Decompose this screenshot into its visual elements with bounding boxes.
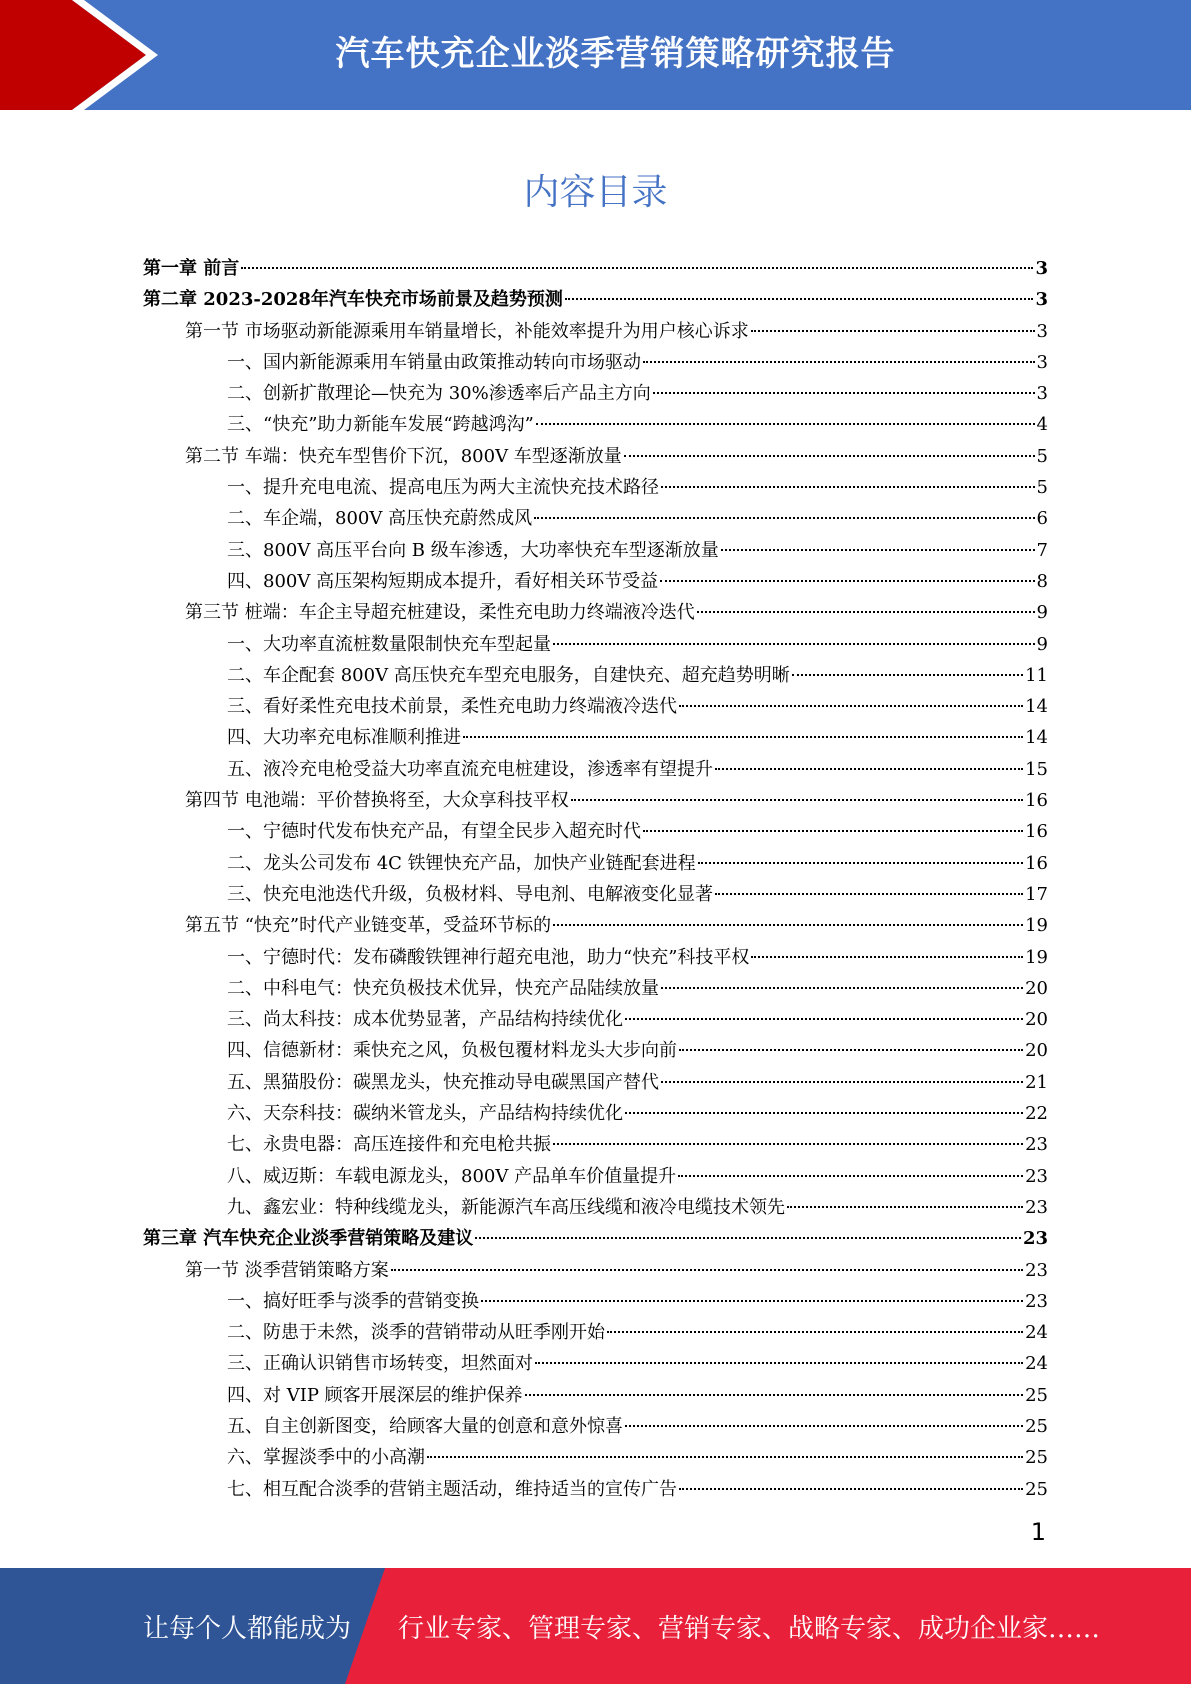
toc-entry-label: 一、国内新能源乘用车销量由政策推动转向市场驱动 — [227, 351, 641, 373]
toc-entry-page: 25 — [1025, 1415, 1048, 1437]
toc-entry-label: 第一节 市场驱动新能源乘用车销量增长，补能效率提升为用户核心诉求 — [185, 320, 749, 342]
toc-leader-dots — [553, 923, 1023, 926]
toc-entry-label: 第一节 淡季营销策略方案 — [185, 1259, 389, 1281]
toc-entry-label: 六、掌握淡季中的小高潮 — [227, 1447, 425, 1469]
toc-entry[interactable] — [143, 910, 1048, 941]
toc-entry-page: 11 — [1025, 664, 1048, 686]
toc-entry-page: 4 — [1036, 414, 1048, 436]
toc-entry[interactable] — [143, 253, 1048, 284]
toc-entry[interactable] — [143, 409, 1048, 440]
toc-entry-page: 5 — [1036, 477, 1048, 499]
toc-entry[interactable] — [143, 1004, 1048, 1035]
toc-entry-page: 20 — [1025, 1009, 1048, 1031]
page-number: 1 — [1030, 1518, 1046, 1546]
toc-entry-label: 二、防患于未然，淡季的营销带动从旺季刚开始 — [227, 1322, 605, 1344]
toc-entry-page: 9 — [1036, 633, 1048, 655]
toc-entry-label: 六、天奈科技：碳纳米管龙头，产品结构持续优化 — [227, 1103, 623, 1125]
toc-entry-label: 八、威迈斯：车载电源龙头，800V 产品单车价值量提升 — [227, 1165, 677, 1187]
toc-entry-page: 16 — [1025, 790, 1048, 812]
toc-entry[interactable] — [143, 1348, 1048, 1379]
toc-entry[interactable] — [143, 1286, 1048, 1317]
toc-entry[interactable] — [143, 816, 1048, 847]
footer-banner — [0, 1568, 1191, 1684]
toc-entry[interactable] — [143, 629, 1048, 660]
toc-entry-label: 一、搞好旺季与淡季的营销变换 — [227, 1290, 479, 1312]
toc-entry-label: 四、对 VIP 顾客开展深层的维护保养 — [227, 1384, 523, 1406]
toc-leader-dots — [661, 1080, 1023, 1083]
toc-entry-page: 9 — [1036, 602, 1048, 624]
toc-entry-page: 24 — [1025, 1353, 1048, 1375]
toc-entry[interactable] — [143, 535, 1048, 566]
toc-heading: 内容目录 — [523, 172, 668, 213]
toc-leader-dots — [481, 1299, 1023, 1302]
toc-entry-label: 三、尚太科技：成本优势显著，产品结构持续优化 — [227, 1009, 623, 1031]
toc-entry[interactable] — [143, 1192, 1048, 1223]
toc-entry-page: 23 — [1025, 1196, 1048, 1218]
toc-leader-dots — [721, 548, 1035, 551]
toc-entry-label: 第五节 “快充”时代产业链变革，受益环节标的 — [185, 915, 552, 937]
toc-leader-dots — [625, 1111, 1023, 1114]
toc-entry-label: 五、液冷充电枪受益大功率直流充电桩建设，渗透率有望提升 — [227, 758, 713, 780]
toc-entry-page: 23 — [1025, 1259, 1048, 1281]
toc-leader-dots — [391, 1268, 1023, 1271]
toc-entry-page: 23 — [1025, 1134, 1048, 1156]
toc-entry-page: 14 — [1025, 727, 1048, 749]
toc-entry-label: 二、车企配套 800V 高压快充车型充电服务，自建快充、超充趋势明晰 — [227, 664, 790, 686]
toc-entry-label: 二、车企端，800V 高压快充蔚然成风 — [227, 508, 533, 530]
toc-leader-dots — [715, 892, 1023, 895]
toc-entry-label: 一、提升充电电流、提高电压为两大主流快充技术路径 — [227, 477, 659, 499]
toc-leader-dots — [660, 579, 1034, 582]
toc-entry[interactable] — [143, 1098, 1048, 1129]
toc-entry-label: 二、创新扩散理论—快充为 30%渗透率后产品主方向 — [227, 383, 651, 405]
toc-entry-label: 第四节 电池端：平价替换将至，大众享科技平权 — [185, 790, 569, 812]
toc-entry[interactable] — [143, 754, 1048, 785]
footer-slogan-right: 行业专家、管理专家、营销专家、战略专家、成功企业家…… — [398, 1614, 1101, 1644]
toc-leader-dots — [661, 986, 1023, 989]
toc-entry[interactable] — [143, 347, 1048, 378]
toc-leader-dots — [427, 1455, 1023, 1458]
toc-entry-page: 15 — [1025, 758, 1048, 780]
toc-entry-label: 第二节 车端：快充车型售价下沉，800V 车型逐渐放量 — [185, 445, 622, 467]
toc-entry-label: 五、自主创新图变，给顾客大量的创意和意外惊喜 — [227, 1415, 623, 1437]
toc-entry[interactable] — [143, 1223, 1048, 1254]
toc-entry-label: 四、信德新材：乘快充之风，负极包覆材料龙头大步向前 — [227, 1040, 677, 1062]
toc-entry-page: 22 — [1025, 1103, 1048, 1125]
toc-entry[interactable] — [143, 472, 1048, 503]
toc-leader-dots — [625, 1017, 1023, 1020]
toc-leader-dots — [463, 735, 1023, 738]
toc-leader-dots — [679, 1487, 1023, 1490]
toc-entry-label: 第二章 2023-2028年汽车快充市场前景及趋势预测 — [143, 289, 563, 311]
toc-entry-label: 三、“快充”助力新能车发展“跨越鸿沟” — [227, 414, 534, 436]
toc-entry[interactable] — [143, 1474, 1048, 1505]
toc-leader-dots — [715, 767, 1023, 770]
toc-entry[interactable] — [143, 441, 1048, 472]
toc-leader-dots — [565, 297, 1034, 300]
toc-entry-label: 五、黑猫股份：碳黑龙头，快充推动导电碳黑国产替代 — [227, 1071, 659, 1093]
toc-entry-page: 14 — [1025, 696, 1048, 718]
toc-entry[interactable] — [143, 503, 1048, 534]
toc-leader-dots — [751, 955, 1023, 958]
toc-entry-label: 七、相互配合淡季的营销主题活动，维持适当的宣传广告 — [227, 1478, 677, 1500]
toc-entry[interactable] — [143, 1129, 1048, 1160]
toc-entry-page: 20 — [1025, 977, 1048, 999]
table-of-contents — [143, 253, 1048, 1505]
toc-entry[interactable] — [143, 879, 1048, 910]
toc-entry-page: 25 — [1025, 1447, 1048, 1469]
toc-leader-dots — [624, 454, 1035, 457]
toc-entry-label: 三、看好柔性充电技术前景，柔性充电助力终端液冷迭代 — [227, 696, 677, 718]
toc-entry-label: 三、快充电池迭代升级，负极材料、导电剂、电解液变化显著 — [227, 883, 713, 905]
toc-entry-page: 21 — [1025, 1071, 1048, 1093]
toc-leader-dots — [525, 1393, 1023, 1396]
toc-entry-page: 8 — [1036, 570, 1048, 592]
header-banner — [0, 0, 1191, 110]
toc-entry-page: 3 — [1036, 383, 1048, 405]
toc-entry[interactable] — [143, 660, 1048, 691]
toc-entry[interactable] — [143, 1442, 1048, 1473]
toc-leader-dots — [625, 1424, 1023, 1427]
toc-entry[interactable] — [143, 1255, 1048, 1286]
toc-leader-dots — [553, 642, 1035, 645]
toc-leader-dots — [553, 1142, 1023, 1145]
toc-leader-dots — [241, 266, 1033, 269]
toc-leader-dots — [792, 673, 1023, 676]
toc-entry-label: 三、800V 高压平台向 B 级车渗透，大功率快充车型逐渐放量 — [227, 539, 719, 561]
toc-entry[interactable] — [143, 785, 1048, 816]
toc-leader-dots — [679, 1048, 1023, 1051]
toc-entry-page: 25 — [1025, 1478, 1048, 1500]
toc-entry-page: 6 — [1036, 508, 1048, 530]
toc-entry-label: 一、宁德时代：发布磷酸铁锂神行超充电池，助力“快充”科技平权 — [227, 946, 750, 968]
toc-leader-dots — [535, 1361, 1023, 1364]
toc-entry-label: 第一章 前言 — [143, 258, 240, 279]
toc-entry-page: 5 — [1036, 445, 1048, 467]
toc-leader-dots — [571, 798, 1023, 801]
toc-leader-dots — [643, 360, 1035, 363]
toc-entry-label: 三、正确认识销售市场转变，坦然面对 — [227, 1353, 533, 1375]
toc-leader-dots — [653, 391, 1035, 394]
toc-entry-label: 第三节 桩端：车企主导超充桩建设，柔性充电助力终端液冷迭代 — [185, 602, 695, 624]
toc-entry[interactable] — [143, 284, 1048, 315]
toc-entry-page: 19 — [1025, 946, 1048, 968]
toc-entry-page: 3 — [1035, 289, 1048, 311]
toc-leader-dots — [698, 861, 1023, 864]
toc-entry-page: 7 — [1036, 539, 1048, 561]
toc-entry[interactable] — [143, 316, 1048, 347]
toc-leader-dots — [534, 516, 1034, 519]
toc-entry[interactable] — [143, 566, 1048, 597]
toc-leader-dots — [697, 610, 1035, 613]
toc-entry-page: 17 — [1025, 883, 1048, 905]
toc-entry-page: 3 — [1035, 258, 1048, 279]
toc-leader-dots — [678, 1174, 1023, 1177]
toc-entry-page: 23 — [1022, 1228, 1048, 1250]
toc-entry-label: 一、大功率直流桩数量限制快充车型起量 — [227, 633, 551, 655]
toc-leader-dots — [607, 1330, 1023, 1333]
toc-entry-label: 第三章 汽车快充企业淡季营销策略及建议 — [143, 1228, 474, 1250]
footer-slogan-left: 让每个人都能成为 — [143, 1614, 352, 1644]
toc-entry-page: 23 — [1025, 1165, 1048, 1187]
toc-entry[interactable] — [143, 973, 1048, 1004]
toc-entry[interactable] — [143, 1035, 1048, 1066]
toc-entry-page: 23 — [1025, 1290, 1048, 1312]
toc-leader-dots — [679, 704, 1023, 707]
toc-entry[interactable] — [143, 691, 1048, 722]
toc-entry-page: 25 — [1025, 1384, 1048, 1406]
toc-entry-page: 16 — [1025, 852, 1048, 874]
toc-entry-page: 24 — [1025, 1322, 1048, 1344]
toc-leader-dots — [536, 422, 1035, 425]
toc-entry-page: 19 — [1025, 915, 1048, 937]
toc-entry[interactable] — [143, 378, 1048, 409]
toc-entry-page: 20 — [1025, 1040, 1048, 1062]
toc-entry-label: 九、鑫宏业：特种线缆龙头，新能源汽车高压线缆和液冷电缆技术领先 — [227, 1196, 785, 1218]
toc-entry-label: 一、宁德时代发布快充产品，有望全民步入超充时代 — [227, 821, 641, 843]
toc-entry-label: 二、中科电气：快充负极技术优异，快充产品陆续放量 — [227, 977, 659, 999]
toc-entry-page: 3 — [1036, 320, 1048, 342]
toc-entry-label: 七、永贵电器：高压连接件和充电枪共振 — [227, 1134, 551, 1156]
toc-entry[interactable] — [143, 942, 1048, 973]
toc-entry[interactable] — [143, 1161, 1048, 1192]
toc-entry-page: 16 — [1025, 821, 1048, 843]
document-title: 汽车快充企业淡季营销策略研究报告 — [335, 34, 896, 74]
toc-leader-dots — [661, 485, 1035, 488]
toc-entry-label: 四、大功率充电标准顺利推进 — [227, 727, 461, 749]
toc-entry-label: 二、龙头公司发布 4C 铁锂快充产品，加快产业链配套进程 — [227, 852, 696, 874]
toc-leader-dots — [643, 829, 1023, 832]
toc-entry[interactable] — [143, 722, 1048, 753]
toc-entry-label: 四、800V 高压架构短期成本提升，看好相关环节受益 — [227, 570, 659, 592]
toc-entry[interactable] — [143, 597, 1048, 628]
toc-entry[interactable] — [143, 848, 1048, 879]
toc-entry[interactable] — [143, 1380, 1048, 1411]
toc-leader-dots — [475, 1236, 1021, 1239]
toc-entry[interactable] — [143, 1317, 1048, 1348]
toc-entry-page: 3 — [1036, 351, 1048, 373]
toc-entry[interactable] — [143, 1411, 1048, 1442]
toc-entry[interactable] — [143, 1067, 1048, 1098]
toc-leader-dots — [751, 329, 1035, 332]
toc-leader-dots — [787, 1205, 1023, 1208]
